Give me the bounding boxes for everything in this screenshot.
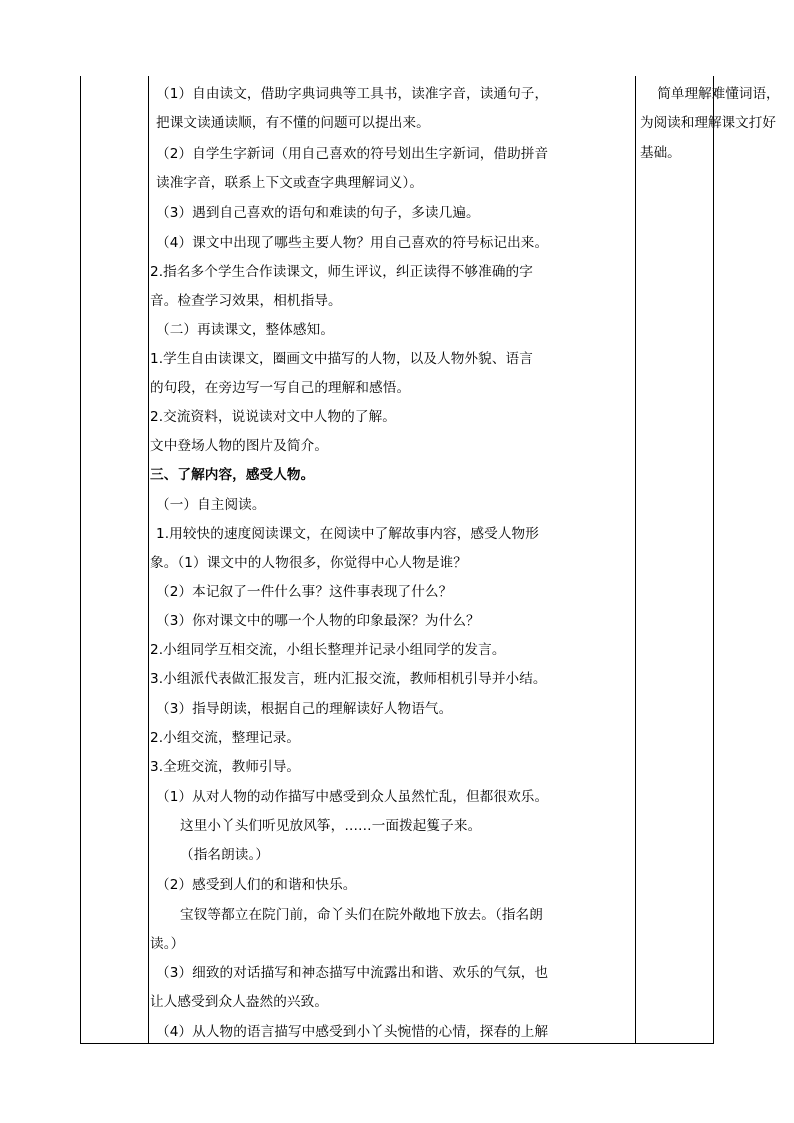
text-line: （1）从对人物的动作描写中感受到众人虽然忙乱，但都很欢乐。 <box>156 789 549 805</box>
text-line: （3）你对课文中的哪一个人物的印象最深？为什么？ <box>156 613 480 629</box>
text-line: 象。（1）课文中的人物很多，你觉得中心人物是谁？ <box>150 555 467 571</box>
text-line: （3）指导朗读，根据自己的理解读好人物语气。 <box>156 701 453 717</box>
text-line: 的句段，在旁边写一写自己的理解和感悟。 <box>150 380 411 396</box>
text-line: 3.小组派代表做汇报发言，班内汇报交流，教师相机引导并小结。 <box>150 671 547 687</box>
section-heading: 三、了解内容，感受人物。 <box>150 467 315 483</box>
text-line: 音。检查学习效果，相机指导。 <box>150 293 342 309</box>
text-line: （4）从人物的语言描写中感受到小丫头惋惜的心情，探春的上解 <box>156 1024 549 1040</box>
text-line: 宝钗等都立在院门前，命丫头们在院外敞地下放去。（指名朗 <box>180 907 543 923</box>
text-line: （2）本记叙了一件什么事？这件事表现了什么？ <box>156 584 453 600</box>
text-line: 这里小丫头们听见放风筝，……一面拨起篗子来。 <box>180 818 482 834</box>
intent-line: 简单理解难懂词语， <box>640 86 780 102</box>
text-line: 让人感受到众人盎然的兴致。 <box>150 994 329 1010</box>
text-line: 1.用较快的速度阅读课文，在阅读中了解故事内容，感受人物形 <box>156 526 539 542</box>
intent-line: 为阅读和理解课文打好 <box>640 115 776 131</box>
text-line: 读。） <box>150 936 185 952</box>
text-line: 2.交流资料，说说读对文中人物的了解。 <box>150 409 396 425</box>
teaching-process-cell <box>148 76 635 1044</box>
lesson-plan-table <box>80 76 780 1044</box>
text-line: （1）自由读文，借助字典词典等工具书，读准字音，读通句子， <box>156 86 549 102</box>
text-line: 2.小组交流，整理记录。 <box>150 730 301 746</box>
text-line: 2.小组同学互相交流，小组长整理并记录小组同学的发言。 <box>150 642 506 658</box>
text-line: （二）再读课文，整体感知。 <box>156 322 335 338</box>
text-line: 1.学生自由读课文，圈画文中描写的人物，以及人物外貌、语言 <box>150 351 533 367</box>
text-line: （一）自主阅读。 <box>156 497 266 513</box>
design-intent-cell <box>636 76 780 1044</box>
intent-line: 基础。 <box>640 145 681 161</box>
text-line: 3.全班交流，教师引导。 <box>150 759 301 775</box>
text-line: （指名朗读。） <box>180 847 270 863</box>
text-line: （2）感受到人们的和谐和快乐。 <box>156 877 357 893</box>
text-line: 文中登场人物的图片及简介。 <box>150 438 329 454</box>
text-line: （2）自学生字新词（用自己喜欢的符号划出生字新词，借助拼音 <box>156 146 549 162</box>
table-border-left <box>80 76 81 1044</box>
text-line: 把课文读通读顺，有不懂的问题可以提出来。 <box>156 115 430 131</box>
text-line: （4）课文中出现了哪些主要人物？用自己喜欢的符号标记出来。 <box>156 235 549 251</box>
text-line: 读准字音，联系上下文或查字典理解词义）。 <box>156 175 424 191</box>
text-line: （3）遇到自己喜欢的语句和难读的句子，多读几遍。 <box>156 205 480 221</box>
text-line: 2.指名多个学生合作读课文，师生评议，纠正读得不够准确的字 <box>150 264 533 280</box>
text-line: （3）细致的对话描写和神态描写中流露出和谐、欢乐的气氛，也 <box>156 965 549 981</box>
